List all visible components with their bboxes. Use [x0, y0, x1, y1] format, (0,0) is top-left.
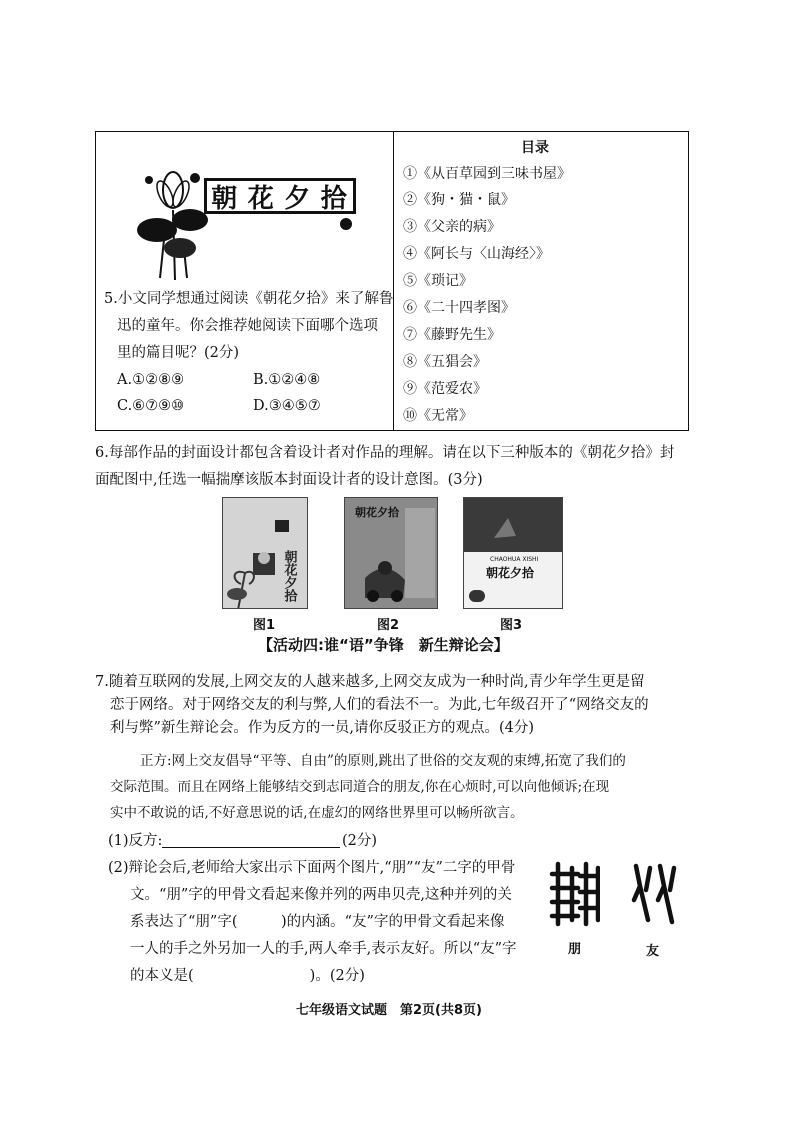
q7-sub2-line: 的本义是( )。(2分) — [130, 968, 365, 984]
lotus-illustration — [135, 150, 210, 280]
toc-item: ⑩《无常》 — [403, 408, 473, 424]
toc-item: ⑦《藤野先生》 — [403, 327, 501, 343]
toc-item: ②《狗・猫・鼠》 — [403, 192, 515, 208]
logo-char: 夕 — [284, 183, 313, 214]
question-5-divider — [393, 131, 394, 431]
q6-question-line: 6.每部作品的封面设计都包含着设计者对作品的理解。请在以下三种版本的《朝花夕拾》封 — [95, 445, 675, 461]
caption-figure-1: 图1 — [253, 618, 276, 633]
toc-item: ⑧《五猖会》 — [403, 354, 487, 370]
affirmative-statement-line: 交际范围。而且在网络上能够结交到志同道合的朋友,你在心烦时,可以向他倾诉;在现 — [110, 779, 610, 795]
cover-2-title: 朝花夕拾 — [355, 506, 399, 519]
toc-item: ①《从百草园到三味书屋》 — [403, 166, 571, 182]
q5-option-b: B.①②④⑧ — [253, 372, 321, 388]
q5-question-line: 5.小文同学想通过阅读《朝花夕拾》来了解鲁 — [104, 291, 394, 307]
oracle-caption-peng: 朋 — [568, 942, 582, 957]
toc-item: ⑥《二十四孝图》 — [403, 300, 515, 316]
q7-question-line: 7.随着互联网的发展,上网交友的人越来越多,上网交友成为一种时尚,青少年学生更是留 — [95, 674, 645, 690]
activity-heading: 【活动四:谁“语”争锋 新生辩论会】 — [258, 636, 509, 654]
q7-sub1-score: (2分) — [342, 833, 378, 849]
q7-sub2-line: (2)辩论会后,老师给大家出示下面两个图片,“朋”“友”二字的甲骨 — [108, 860, 516, 876]
q5-question-line: 迅的童年。你会推荐她阅读下面哪个选项 — [117, 318, 378, 334]
toc-item: ⑨《范爱农》 — [403, 381, 487, 397]
affirmative-statement-line: 实中不敢说的话,不好意思说的话,在虚幻的网络世界里可以畅所欲言。 — [110, 805, 524, 821]
page-footer: 七年级语文试题 第2页(共8页) — [296, 1003, 482, 1018]
cover-3-subtitle: CHAOHUA XISHI — [490, 556, 539, 563]
q7-question-line: 恋于网络。对于网络交友的利与弊,人们的看法不一。为此,七年级召开了“网络交友的 — [110, 697, 649, 713]
toc-item: ④《阿长与〈山海经〉》 — [403, 246, 550, 262]
oracle-caption-you: 友 — [646, 944, 660, 959]
toc-title: 目录 — [521, 140, 549, 156]
q7-sub2-line: 一人的手之外另加一人的手,两人牵手,表示友好。所以“友”字 — [130, 941, 517, 957]
logo-char: 花 — [247, 183, 276, 214]
logo-char: 朝 — [211, 183, 240, 214]
caption-figure-3: 图3 — [500, 618, 523, 633]
book-title-logo — [204, 178, 356, 214]
svg-text:朝花夕拾: 朝花夕拾 — [281, 550, 297, 602]
affirmative-statement-line: 正方:网上交友倡导“平等、自由”的原则,跳出了世俗的交友观的束缚,拓宽了我们的 — [140, 753, 626, 769]
cover-image-1 — [222, 497, 308, 609]
q5-option-d: D.③④⑤⑦ — [253, 398, 321, 414]
oracle-bone-peng-glyph — [548, 860, 600, 928]
oracle-bone-you-glyph — [628, 860, 680, 928]
logo-char: 拾 — [320, 183, 349, 214]
answer-blank-line — [162, 847, 340, 848]
toc-item: ③《父亲的病》 — [403, 219, 501, 235]
q5-option-a: A.①②⑧⑨ — [117, 372, 185, 388]
logo-seal-dot — [340, 218, 352, 230]
cover-image-2 — [344, 497, 438, 609]
q7-sub2-line: 文。“朋”字的甲骨文看起来像并列的两串贝壳,这种并列的关 — [130, 887, 512, 903]
q5-option-c: C.⑥⑦⑨⑩ — [117, 398, 185, 414]
q5-question-line: 里的篇目呢？(2分) — [117, 345, 240, 361]
q7-sub2-line: 系表达了“朋”字( )的内涵。“友”字的甲骨文看起来像 — [130, 914, 505, 930]
cover-image-3 — [463, 497, 563, 609]
q7-sub1-label: (1)反方: — [108, 833, 163, 849]
toc-item: ⑤《琐记》 — [403, 273, 473, 289]
q6-question-line: 面配图中,任选一幅揣摩该版本封面设计者的设计意图。(3分) — [95, 472, 483, 488]
q7-question-line: 利与弊”新生辩论会。作为反方的一员,请你反驳正方的观点。(4分) — [110, 720, 535, 736]
cover-3-title: 朝花夕拾 — [486, 566, 535, 580]
caption-figure-2: 图2 — [377, 618, 400, 633]
